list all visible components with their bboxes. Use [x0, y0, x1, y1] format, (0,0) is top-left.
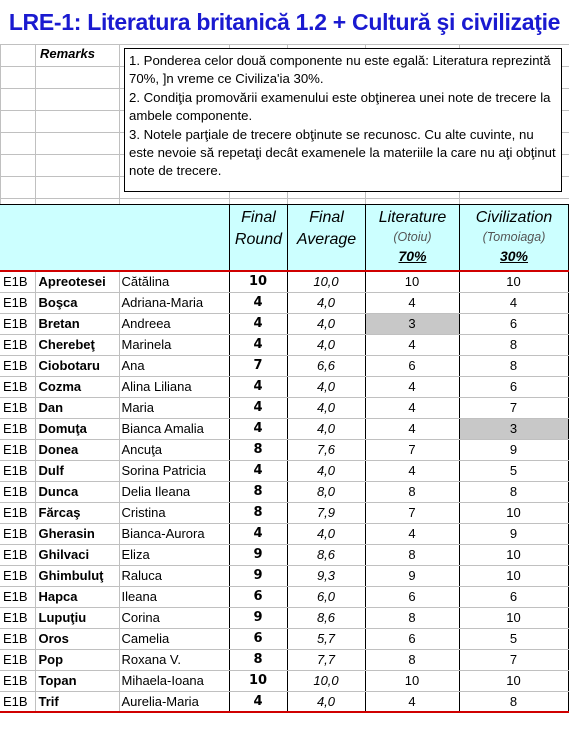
surname-cell[interactable]: Domuţa — [35, 418, 119, 439]
final-average-cell[interactable]: 4,0 — [287, 397, 365, 418]
first-name-cell[interactable]: Bianca-Aurora — [119, 523, 229, 544]
final-round-cell[interactable]: 8 — [229, 439, 287, 460]
table-row — [0, 670, 568, 691]
table-row — [0, 691, 568, 712]
grades-table — [0, 270, 569, 713]
literature-grade-cell[interactable]: 4 — [365, 292, 459, 313]
final-average-cell[interactable]: 4,0 — [287, 523, 365, 544]
final-round-cell[interactable]: 4 — [229, 334, 287, 355]
group-cell[interactable]: E1B — [0, 355, 35, 376]
table-row — [0, 523, 568, 544]
surname-cell[interactable]: Ciobotaru — [35, 355, 119, 376]
table-row — [0, 313, 568, 334]
final-round-cell[interactable]: 9 — [229, 607, 287, 628]
final-round-cell[interactable]: 6 — [229, 628, 287, 649]
civilization-grade-cell[interactable]: 8 — [459, 334, 568, 355]
literature-grade-cell[interactable]: 10 — [365, 271, 459, 292]
literature-grade-cell[interactable]: 8 — [365, 481, 459, 502]
final-average-cell[interactable]: 8,6 — [287, 544, 365, 565]
group-cell[interactable]: E1B — [0, 376, 35, 397]
group-cell[interactable]: E1B — [0, 586, 35, 607]
remarks-textbox[interactable] — [124, 48, 562, 192]
table-row — [0, 292, 568, 313]
final-round-cell[interactable]: 9 — [229, 544, 287, 565]
final-average-cell[interactable]: 10,0 — [287, 271, 365, 292]
first-name-cell[interactable]: Ancuţa — [119, 439, 229, 460]
civilization-grade-cell[interactable]: 10 — [459, 544, 568, 565]
first-name-cell[interactable]: Aurelia-Maria — [119, 691, 229, 712]
surname-cell[interactable]: Ghimbuluţ — [35, 565, 119, 586]
final-average-cell[interactable]: 4,0 — [287, 460, 365, 481]
literature-grade-cell[interactable]: 4 — [365, 523, 459, 544]
civilization-grade-cell[interactable]: 4 — [459, 292, 568, 313]
table-row — [0, 439, 568, 460]
table-row — [0, 376, 568, 397]
remark-1: 1. Ponderea celor două componente nu este egală: Literatura reprezintă 70%, ]n vreme ce Civiliza'ia 30%. — [129, 53, 551, 87]
final-average-cell[interactable]: 6,6 — [287, 355, 365, 376]
group-cell[interactable]: E1B — [0, 397, 35, 418]
header-final-round[interactable]: Final Round — [229, 205, 287, 271]
final-round-cell[interactable]: 8 — [229, 502, 287, 523]
surname-cell[interactable]: Ghilvaci — [35, 544, 119, 565]
bottom-edge — [0, 734, 569, 738]
final-average-cell[interactable]: 10,0 — [287, 670, 365, 691]
final-round-cell[interactable]: 10 — [229, 670, 287, 691]
final-round-cell[interactable]: 4 — [229, 523, 287, 544]
table-row — [0, 355, 568, 376]
literature-grade-cell[interactable]: 4 — [365, 334, 459, 355]
group-cell[interactable]: E1B — [0, 565, 35, 586]
surname-cell[interactable]: Trif — [35, 691, 119, 712]
remark-3: 3. Notele parţiale de trecere obţinute se recunosc. Cu alte cuvinte, nu este nevoie să repetaţi decât examenele la materiile la care nu aţi obţinut note de trecere. — [129, 126, 556, 179]
final-round-cell[interactable]: 4 — [229, 292, 287, 313]
final-round-cell[interactable]: 10 — [229, 271, 287, 292]
final-average-cell[interactable]: 6,0 — [287, 586, 365, 607]
final-round-cell[interactable]: 8 — [229, 481, 287, 502]
literature-grade-cell[interactable]: 4 — [365, 376, 459, 397]
surname-cell[interactable]: Topan — [35, 670, 119, 691]
header-civilization[interactable]: Civilization (Tomoiaga) 30% — [459, 205, 569, 271]
group-cell[interactable]: E1B — [0, 691, 35, 712]
first-name-cell[interactable]: Roxana V. — [119, 649, 229, 670]
remark-2: 2. Condiţia promovării examenului este obţinerea unei note de trecere la ambele componente. — [129, 89, 551, 124]
final-average-cell[interactable]: 8,6 — [287, 607, 365, 628]
final-average-cell[interactable]: 4,0 — [287, 418, 365, 439]
surname-cell[interactable]: Lupuţiu — [35, 607, 119, 628]
final-round-cell[interactable]: 4 — [229, 691, 287, 712]
civilization-grade-cell[interactable]: 7 — [459, 397, 568, 418]
group-cell[interactable]: E1B — [0, 670, 35, 691]
first-name-cell[interactable]: Eliza — [119, 544, 229, 565]
literature-grade-cell[interactable]: 4 — [365, 397, 459, 418]
final-round-cell[interactable]: 9 — [229, 565, 287, 586]
civilization-grade-cell[interactable]: 10 — [459, 607, 568, 628]
literature-grade-cell[interactable]: 8 — [365, 649, 459, 670]
surname-cell[interactable]: Apreotesei — [35, 271, 119, 292]
civilization-grade-cell[interactable]: 7 — [459, 649, 568, 670]
group-cell[interactable]: E1B — [0, 628, 35, 649]
surname-cell[interactable]: Fărcaş — [35, 502, 119, 523]
literature-grade-cell[interactable]: 4 — [365, 691, 459, 712]
final-round-cell[interactable]: 4 — [229, 376, 287, 397]
first-name-cell[interactable]: Sorina Patricia — [119, 460, 229, 481]
civilization-grade-cell[interactable]: 6 — [459, 586, 568, 607]
first-name-cell[interactable]: Ana — [119, 355, 229, 376]
final-average-cell[interactable]: 4,0 — [287, 334, 365, 355]
table-row — [0, 649, 568, 670]
final-average-cell[interactable]: 8,0 — [287, 481, 365, 502]
final-round-cell[interactable]: 4 — [229, 397, 287, 418]
final-average-cell[interactable]: 4,0 — [287, 313, 365, 334]
literature-grade-cell[interactable]: 4 — [365, 418, 459, 439]
civilization-grade-cell[interactable]: 9 — [459, 523, 568, 544]
final-average-cell[interactable]: 7,6 — [287, 439, 365, 460]
final-round-cell[interactable]: 7 — [229, 355, 287, 376]
surname-cell[interactable]: Hapca — [35, 586, 119, 607]
first-name-cell[interactable]: Cristina — [119, 502, 229, 523]
civilization-grade-cell[interactable]: 10 — [459, 565, 568, 586]
table-row — [0, 460, 568, 481]
first-name-cell[interactable]: Bianca Amalia — [119, 418, 229, 439]
literature-grade-cell[interactable]: 6 — [365, 628, 459, 649]
surname-cell[interactable]: Gherasin — [35, 523, 119, 544]
table-row — [0, 334, 568, 355]
civilization-grade-cell[interactable]: 3 — [459, 418, 568, 439]
header-final-average[interactable]: Final Average — [287, 205, 365, 271]
first-name-cell[interactable]: Ileana — [119, 586, 229, 607]
first-name-cell[interactable]: Delia Ileana — [119, 481, 229, 502]
surname-cell[interactable]: Bretan — [35, 313, 119, 334]
group-cell[interactable]: E1B — [0, 292, 35, 313]
civilization-grade-cell[interactable]: 6 — [459, 376, 568, 397]
final-average-cell[interactable]: 4,0 — [287, 292, 365, 313]
first-name-cell[interactable]: Marinela — [119, 334, 229, 355]
first-name-cell[interactable]: Maria — [119, 397, 229, 418]
civilization-grade-cell[interactable]: 5 — [459, 460, 568, 481]
first-name-cell[interactable]: Corina — [119, 607, 229, 628]
first-name-cell[interactable]: Andreea — [119, 313, 229, 334]
first-name-cell[interactable]: Raluca — [119, 565, 229, 586]
surname-cell[interactable]: Donea — [35, 439, 119, 460]
remarks-label: Remarks — [40, 46, 95, 61]
final-average-cell[interactable]: 4,0 — [287, 376, 365, 397]
civilization-grade-cell[interactable]: 10 — [459, 670, 568, 691]
group-cell[interactable]: E1B — [0, 313, 35, 334]
table-row — [0, 271, 568, 292]
first-name-cell[interactable]: Adriana-Maria — [119, 292, 229, 313]
literature-grade-cell[interactable]: 10 — [365, 670, 459, 691]
group-cell[interactable]: E1B — [0, 649, 35, 670]
table-row — [0, 607, 568, 628]
final-round-cell[interactable]: 6 — [229, 586, 287, 607]
literature-grade-cell[interactable]: 7 — [365, 502, 459, 523]
surname-cell[interactable]: Boşca — [35, 292, 119, 313]
table-row — [0, 586, 568, 607]
group-cell[interactable]: E1B — [0, 481, 35, 502]
table-row — [0, 502, 568, 523]
final-round-cell[interactable]: 4 — [229, 460, 287, 481]
literature-grade-cell[interactable]: 9 — [365, 565, 459, 586]
group-cell[interactable]: E1B — [0, 439, 35, 460]
civilization-grade-cell[interactable]: 6 — [459, 313, 568, 334]
final-round-cell[interactable]: 4 — [229, 313, 287, 334]
table-header — [0, 204, 569, 271]
group-cell[interactable]: E1B — [0, 607, 35, 628]
header-literature[interactable]: Literature (Otoiu) 70% — [365, 205, 459, 271]
group-cell[interactable]: E1B — [0, 460, 35, 481]
final-average-cell[interactable]: 4,0 — [287, 691, 365, 712]
group-cell[interactable]: E1B — [0, 544, 35, 565]
group-cell[interactable]: E1B — [0, 502, 35, 523]
sheet-title: LRE-1: Literatura britanică 1.2 + Cultură şi civilizaţie — [0, 0, 569, 44]
civilization-grade-cell[interactable]: 8 — [459, 691, 568, 712]
table-row — [0, 544, 568, 565]
surname-cell[interactable]: Dan — [35, 397, 119, 418]
group-cell[interactable]: E1B — [0, 334, 35, 355]
surname-cell[interactable]: Dulf — [35, 460, 119, 481]
literature-grade-cell[interactable]: 4 — [365, 460, 459, 481]
literature-grade-cell[interactable]: 6 — [365, 586, 459, 607]
group-cell[interactable]: E1B — [0, 271, 35, 292]
table-row — [0, 418, 568, 439]
final-round-cell[interactable]: 4 — [229, 418, 287, 439]
final-average-cell[interactable]: 5,7 — [287, 628, 365, 649]
surname-cell[interactable]: Cozma — [35, 376, 119, 397]
group-cell[interactable]: E1B — [0, 523, 35, 544]
final-round-cell[interactable]: 8 — [229, 649, 287, 670]
civilization-grade-cell[interactable]: 9 — [459, 439, 568, 460]
surname-cell[interactable]: Dunca — [35, 481, 119, 502]
literature-grade-cell[interactable]: 8 — [365, 607, 459, 628]
first-name-cell[interactable]: Cătălina — [119, 271, 229, 292]
first-name-cell[interactable]: Camelia — [119, 628, 229, 649]
table-row — [0, 481, 568, 502]
table-row — [0, 628, 568, 649]
literature-grade-cell[interactable]: 7 — [365, 439, 459, 460]
final-average-cell[interactable]: 7,7 — [287, 649, 365, 670]
literature-grade-cell[interactable]: 3 — [365, 313, 459, 334]
surname-cell[interactable]: Pop — [35, 649, 119, 670]
surname-cell[interactable]: Cherebeţ — [35, 334, 119, 355]
civilization-grade-cell[interactable]: 8 — [459, 481, 568, 502]
table-row — [0, 397, 568, 418]
group-cell[interactable]: E1B — [0, 418, 35, 439]
table-row — [0, 565, 568, 586]
first-name-cell[interactable]: Alina Liliana — [119, 376, 229, 397]
civilization-grade-cell[interactable]: 10 — [459, 502, 568, 523]
final-average-cell[interactable]: 7,9 — [287, 502, 365, 523]
first-name-cell[interactable]: Mihaela-Ioana — [119, 670, 229, 691]
literature-grade-cell[interactable]: 8 — [365, 544, 459, 565]
civilization-grade-cell[interactable]: 8 — [459, 355, 568, 376]
final-average-cell[interactable]: 9,3 — [287, 565, 365, 586]
surname-cell[interactable]: Oros — [35, 628, 119, 649]
literature-grade-cell[interactable]: 6 — [365, 355, 459, 376]
civilization-grade-cell[interactable]: 10 — [459, 271, 568, 292]
civilization-grade-cell[interactable]: 5 — [459, 628, 568, 649]
